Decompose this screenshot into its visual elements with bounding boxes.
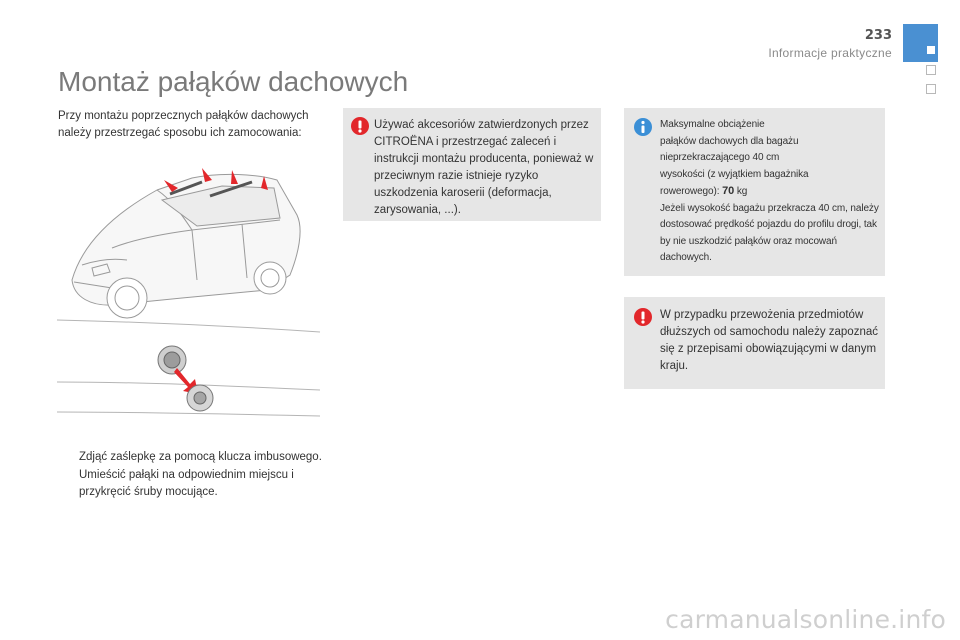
list-item	[58, 449, 328, 466]
chapter-tab[interactable]	[903, 24, 938, 62]
warning-long-objects-text: W przypadku przewożenia przedmiotów dłuższych od samochodu należy zapoznać się z przepisami obowiązującymi w danym kraju.	[660, 309, 878, 372]
exclamation-icon	[350, 117, 370, 135]
chapter-tab-box	[926, 84, 936, 94]
load-value: 70	[722, 185, 735, 197]
page-title: Montaż pałąków dachowych	[58, 66, 409, 97]
info-line: nieprzekraczającego 40 cm	[660, 152, 780, 163]
fastening-cap-drawing	[158, 346, 213, 411]
warning-accessories-text: Używać akcesoriów zatwierdzonych przez CITROËNA i przestrzegać zaleceń i instrukcji montażu producenta, ponieważ w przeciwnym razie istnieje ryzyko uszkodzenia karoserii (deformacja, zarysowania, ...).	[374, 119, 594, 216]
page-number: 233	[864, 28, 892, 43]
warning-accessories-box	[343, 108, 601, 221]
info-line: Jeżeli wysokość bagażu przekracza 40 cm, należy dostosować prędkość pojazdu do profilu drogi, tak by nie uszkodzić pałąków oraz mocowań dachowych.	[660, 202, 879, 263]
warning-long-objects-box	[624, 297, 885, 389]
info-line: wysokości (z wyjątkiem bagażnika	[660, 168, 809, 180]
info-line: Maksymalne obciążenie	[660, 119, 765, 130]
info-line-prefix: rowerowego):	[660, 186, 720, 197]
steps-list	[58, 449, 328, 502]
info-load-box	[624, 108, 885, 276]
info-load-text	[660, 117, 882, 267]
section-title: Informacje praktyczne	[768, 46, 892, 60]
roof-bars-illustration	[52, 160, 324, 422]
intro-text: Przy montażu poprzecznych pałąków dachowych należy przestrzegać sposobu ich zamocowania:	[58, 110, 309, 139]
watermark: carmanualsonline.info	[665, 605, 946, 634]
info-line	[660, 183, 882, 201]
list-item	[58, 467, 328, 501]
exclamation-icon	[633, 308, 653, 326]
info-line: pałąków dachowych dla bagażu	[660, 135, 799, 147]
step-text: Umieścić pałąki na odpowiednim miejscu i przykręcić śruby mocujące.	[79, 469, 294, 498]
info-icon	[633, 117, 653, 137]
step-text: Zdjąć zaślepkę za pomocą klucza imbusowego.	[79, 451, 322, 463]
car-drawing	[72, 174, 300, 318]
chapter-tab-marker	[927, 46, 935, 54]
load-unit: kg	[736, 186, 748, 197]
chapter-tab-box	[926, 65, 936, 75]
